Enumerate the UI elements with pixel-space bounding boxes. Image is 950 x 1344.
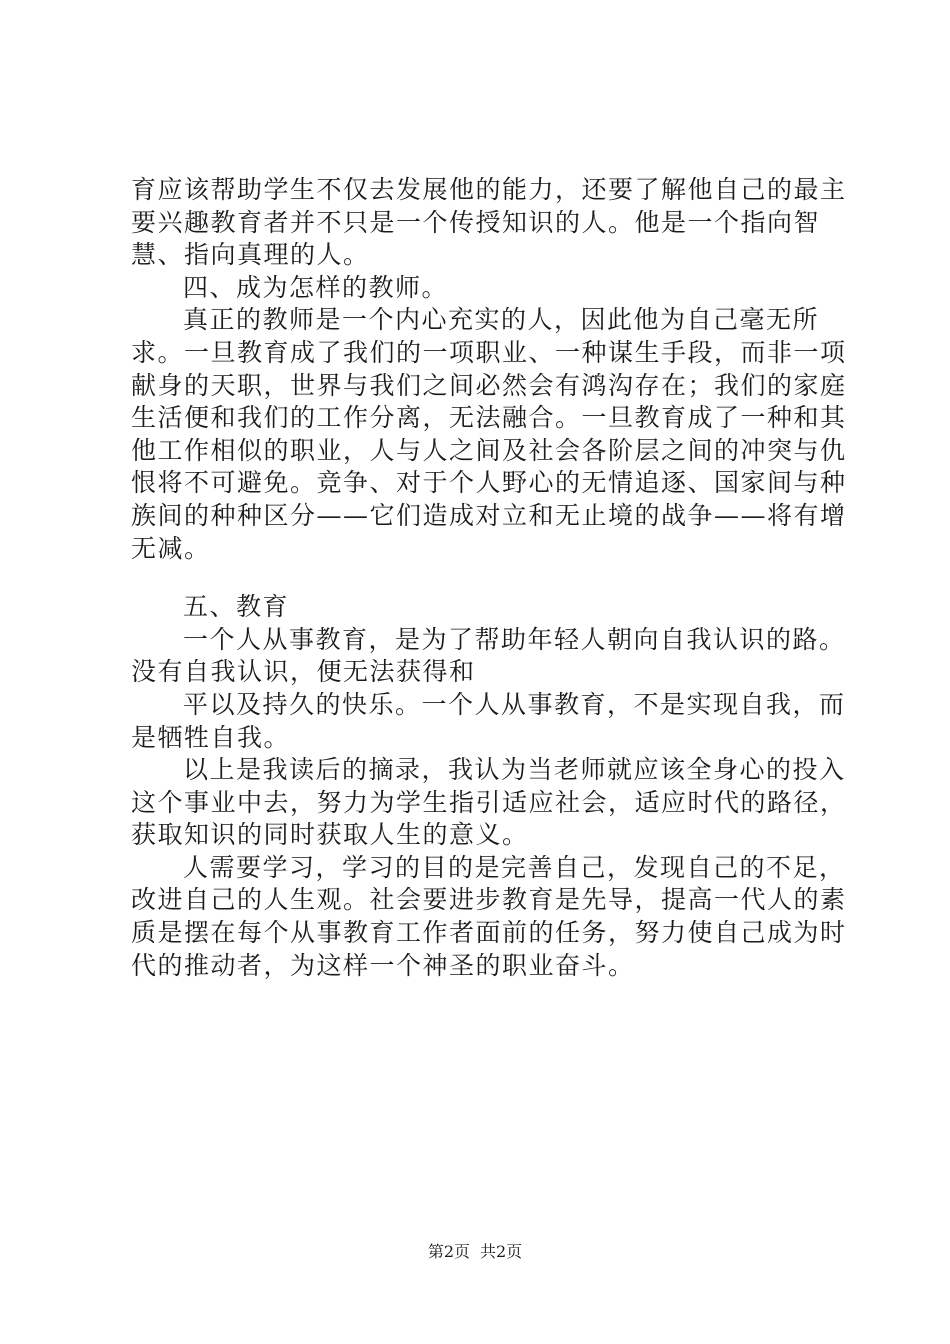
paragraph-continuation: 育应该帮助学生不仅去发展他的能力，还要了解他自己的最主要兴趣教育者并不只是一个传授知识的人。他是一个指向智慧、指向真理的人。 <box>131 175 847 270</box>
paragraph-true-teacher: 真正的教师是一个内心充实的人，因此他为自己毫无所求。一旦教育成了我们的一项职业、一种谋生手段，而非一项献身的天职，世界与我们之间必然会有鸿沟存在；我们的家庭生活便和我们的工作分离，无法融合。一旦教育成了一种和其他工作相似的职业，人与人之间及社会各阶层之间的冲突与仇恨将不可避免。竞争、对于个人野心的无情追逐、国家间与种族间的种种区分——它们造成对立和无止境的战争——将有增无减。 <box>131 305 847 563</box>
paragraph-reflection: 以上是我读后的摘录，我认为当老师就应该全身心的投入这个事业中去，努力为学生指引适应社会，适应时代的路径，获取知识的同时获取人生的意义。 <box>131 755 847 850</box>
paragraph-spacer <box>131 565 856 591</box>
paragraph-lasting-happiness: 平以及持久的快乐。一个人从事教育，不是实现自我，而是牺牲自我。 <box>131 689 846 752</box>
paragraph-self-knowledge: 一个人从事教育，是为了帮助年轻人朝向自我认识的路。没有自我认识，便无法获得和 <box>131 624 846 687</box>
page-number: 第2页 <box>427 1242 470 1261</box>
paragraph-conclusion: 人需要学习，学习的目的是完善自己，发现自己的不足，改进自己的人生观。社会要进步教育是先导，提高一代人的素质是摆在每个从事教育工作者面前的任务，努力使自己成为时代的推动者，为这样一个神圣的职业奋斗。 <box>131 852 847 980</box>
page-total: 共2页 <box>480 1242 523 1261</box>
document-body <box>131 174 856 982</box>
section-heading-five: 五、教育 <box>183 592 290 622</box>
page-footer <box>0 1242 950 1262</box>
section-heading-four: 四、成为怎样的教师。 <box>183 272 449 302</box>
